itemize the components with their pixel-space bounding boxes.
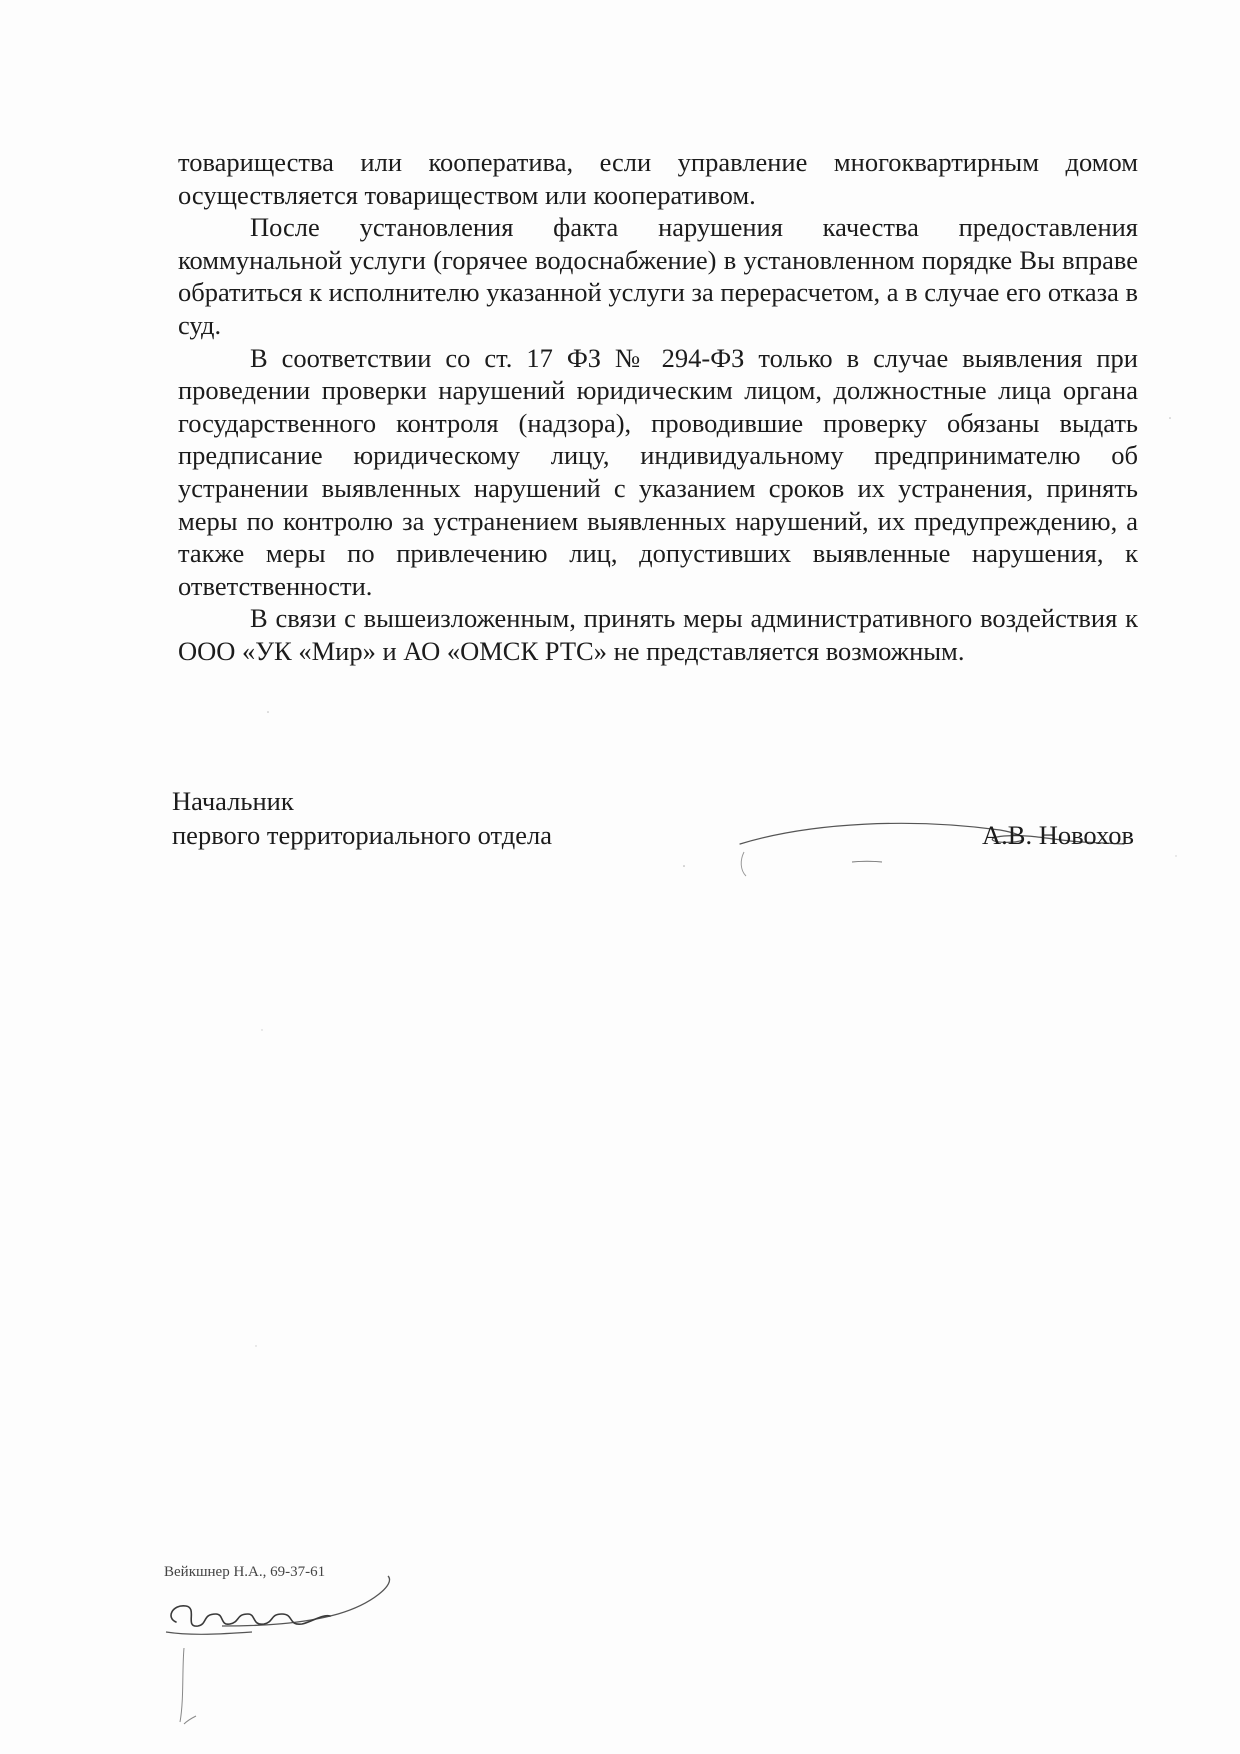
signatory-name: А.В. Новохов xyxy=(982,820,1134,850)
executor-signature xyxy=(162,1570,402,1730)
paragraph-recalculation: После установления факта нарушения качества предоставления коммунальной услуги (горячее водоснабжение) в установленном порядке Вы вправе обратиться к исполнителю указанной услуги за перерасчетом, а в случае его отказа в суд. xyxy=(178,212,1138,340)
signature-block xyxy=(172,784,1142,852)
signatory-position-title: Начальник xyxy=(172,786,294,816)
executor-contact: Вейкшнер Н.А., 69-37-61 xyxy=(164,1564,326,1580)
paragraph-continuation: товарищества или кооператива, если управление многоквартирным домом осуществляется товариществом или кооперативом. xyxy=(178,147,1138,210)
signatory-position-line1 xyxy=(172,784,1142,818)
letter-body xyxy=(178,146,1138,668)
paragraph-conclusion: В связи с вышеизложенным, принять меры административного воздействия к ООО «УК «Мир» и АО «ОМСК РТС» не представляется возможным. xyxy=(178,603,1138,666)
signatory-department: первого территориального отдела xyxy=(172,820,552,850)
paragraph-law-reference: В соответствии со ст. 17 ФЗ № 294-ФЗ только в случае выявления при проведении проверки нарушений юридическим лицом, должностные лица органа государственного контроля (надзора), проводившие проверку обязаны выдать предписание юридическому лицу, индивидуальному предпринимателю об устранении выявленных нарушений с указанием сроков их устранения, принять меры по контролю за устранением выявленных нарушений, их предупреждению, а также меры по привлечению лиц, допустивших выявленные нарушения, к ответственности. xyxy=(178,342,1138,601)
signatory-position-line2 xyxy=(172,818,1142,852)
